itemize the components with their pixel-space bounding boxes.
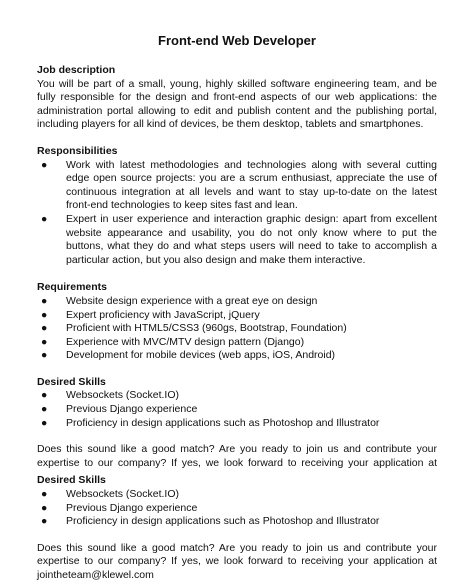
list-item <box>37 389 437 403</box>
desired-skills-heading: Desired Skills <box>37 375 106 388</box>
list-item-text: Websockets (Socket.IO) <box>66 389 180 402</box>
list-item <box>37 502 437 516</box>
call-to-action-text: Does this sound like a good match? Are you ready to join us and contribute your expertise to our company? If yes, we look forward to receiving your application at <box>37 541 437 568</box>
list-item <box>37 488 437 502</box>
bullet-icon: ● <box>41 349 48 362</box>
responsibilities-list <box>37 159 437 268</box>
call-to-action-text: Does this sound like a good match? Are you ready to join us and contribute your expertise to our company? If yes, we look forward to receiving your application at <box>37 443 437 469</box>
bullet-icon: ● <box>41 294 48 307</box>
list-item-text: Development for mobile devices (web apps, iOS, Android) <box>66 349 336 362</box>
document-title: Front-end Web Developer <box>158 33 316 48</box>
responsibilities-heading: Responsibilities <box>37 144 118 157</box>
bullet-icon: ● <box>41 403 48 416</box>
list-item <box>37 309 437 323</box>
list-item <box>37 322 437 336</box>
bullet-icon: ● <box>41 335 48 348</box>
desired-skills-list <box>37 488 437 529</box>
contact-email: jointheteam@klewel.com <box>37 569 154 581</box>
list-item <box>37 213 437 267</box>
bullet-icon: ● <box>41 389 48 402</box>
list-item <box>37 159 437 213</box>
bullet-icon: ● <box>41 488 48 501</box>
list-item-text: Proficient with HTML5/CSS3 (960gs, Bootstrap, Foundation) <box>66 322 347 335</box>
list-item-text: Websockets (Socket.IO) <box>66 488 180 501</box>
bullet-icon: ● <box>41 212 48 225</box>
list-item <box>37 403 437 417</box>
list-item-text: Website design experience with a great eye on design <box>66 294 318 307</box>
list-item <box>37 349 437 363</box>
bullet-icon: ● <box>41 322 48 335</box>
bullet-icon: ● <box>41 515 48 528</box>
list-item <box>37 417 437 431</box>
list-item-text: Proficiency in design applications such as Photoshop and Illustrator <box>66 416 380 429</box>
job-description-text: You will be part of a small, young, highly skilled software engineering team, and be fully responsible for the design and front-end aspects of our web applications: the administration portal allowing to edit and publish content and the publishing portal, including players for all kind of devices, be them desktop, tablets and smartphones. <box>37 77 437 131</box>
job-description-heading: Job description <box>37 64 116 76</box>
list-item-text: Expert proficiency with JavaScript, jQuery <box>66 308 260 321</box>
list-item <box>37 336 437 350</box>
bullet-icon: ● <box>41 501 48 514</box>
bullet-icon: ● <box>41 308 48 321</box>
list-item-text: Previous Django experience <box>66 501 198 514</box>
bullet-icon: ● <box>41 158 48 171</box>
bullet-icon: ● <box>41 416 48 429</box>
desired-skills-list <box>37 389 437 430</box>
list-item-text: Experience with MVC/MTV design pattern (Django) <box>66 335 305 348</box>
list-item <box>37 515 437 529</box>
desired-skills-heading: Desired Skills <box>37 474 106 487</box>
list-item-text: Expert in user experience and interaction graphic design: apart from excellent website appearance and usability, you do not only know where to put the buttons, what they do and what steps users will need to take to accomplish a particular action, but you also design and make them interactive. <box>66 212 437 266</box>
requirements-list <box>37 295 437 363</box>
list-item-text: Work with latest methodologies and technologies along with several cutting edge open source projects: you are a scrum enthusiast, appreciate the use of continuous integration at all levels and want to stay up-to-date on the latest front-end technologies to keep sites fast and lean. <box>66 158 437 212</box>
requirements-heading: Requirements <box>37 281 108 294</box>
list-item-text: Proficiency in design applications such as Photoshop and Illustrator <box>66 515 380 528</box>
list-item <box>37 295 437 309</box>
list-item-text: Previous Django experience <box>66 403 198 416</box>
